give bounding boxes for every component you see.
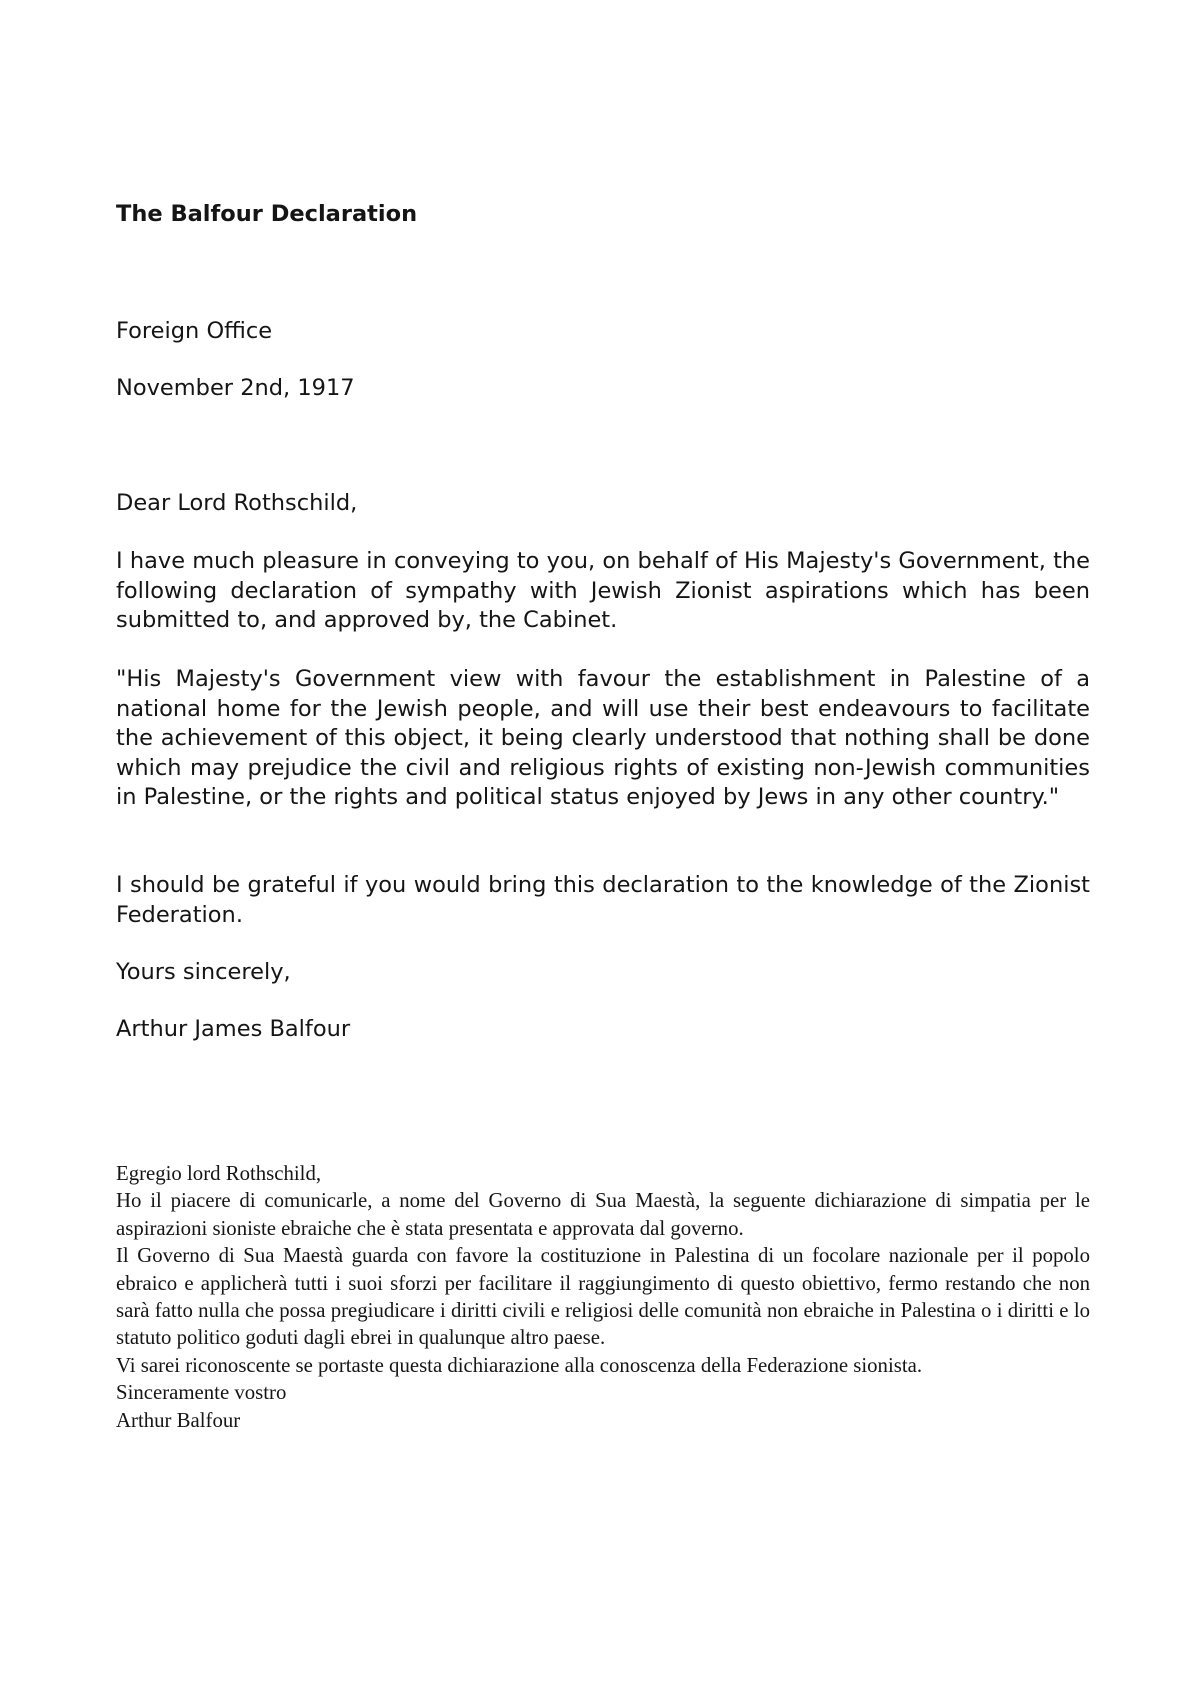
italian-closing: Sinceramente vostro [116, 1381, 287, 1405]
italian-paragraph-conveying: Ho il piacere di comunicarle, a nome del Governo di Sua Maestà, la seguente dichiarazione di simpatia per le aspirazioni sioniste ebraiche che è stata presentata e approvata dal governo. [116, 1189, 1090, 1240]
italian-translation [116, 1160, 1090, 1434]
paragraph-request: I should be grateful if you would bring this declaration to the knowledge of the Zionist Federation. [116, 872, 1090, 928]
letter-date: November 2nd, 1917 [116, 375, 355, 401]
declaration-quote: "His Majesty's Government view with favour the establishment in Palestine of a national home for the Jewish people, and will use their best endeavours to facilitate the achievement of this object, it being clearly understood that nothing shall be done which may prejudice the civil and religious rights of existing non-Jewish communities in Palestine, or the rights and political status enjoyed by Jews in any other country." [116, 666, 1090, 810]
italian-declaration: Il Governo di Sua Maestà guarda con favore la costituzione in Palestina di un focolare nazionale per il popolo ebraico e applicherà tutti i suoi sforzi per facilitare il raggiungimento di questo obiettivo, fermo restando che non sarà fatto nulla che possa pregiudicare i diritti civili e religiosi delle comunità non ebraiche in Palestina o i diritti e lo statuto politico goduti dagli ebrei in qualunque altro paese. [116, 1244, 1090, 1350]
italian-paragraph-request: Vi sarei riconoscente se portaste questa dichiarazione alla conoscenza della Federazione sionista. [116, 1353, 923, 1377]
signature: Arthur James Balfour [116, 1016, 351, 1042]
paragraph-conveying: I have much pleasure in conveying to you, on behalf of His Majesty's Government, the following declaration of sympathy with Jewish Zionist aspirations which has been submitted to, and approved by, the Cabinet. [116, 548, 1090, 633]
italian-salutation: Egregio lord Rothschild, [116, 1162, 322, 1185]
sender-office: Foreign Office [116, 318, 273, 344]
italian-signature: Arthur Balfour [116, 1408, 241, 1432]
document-title: The Balfour Declaration [116, 201, 418, 227]
salutation: Dear Lord Rothschild, [116, 490, 358, 516]
closing: Yours sincerely, [116, 959, 291, 985]
